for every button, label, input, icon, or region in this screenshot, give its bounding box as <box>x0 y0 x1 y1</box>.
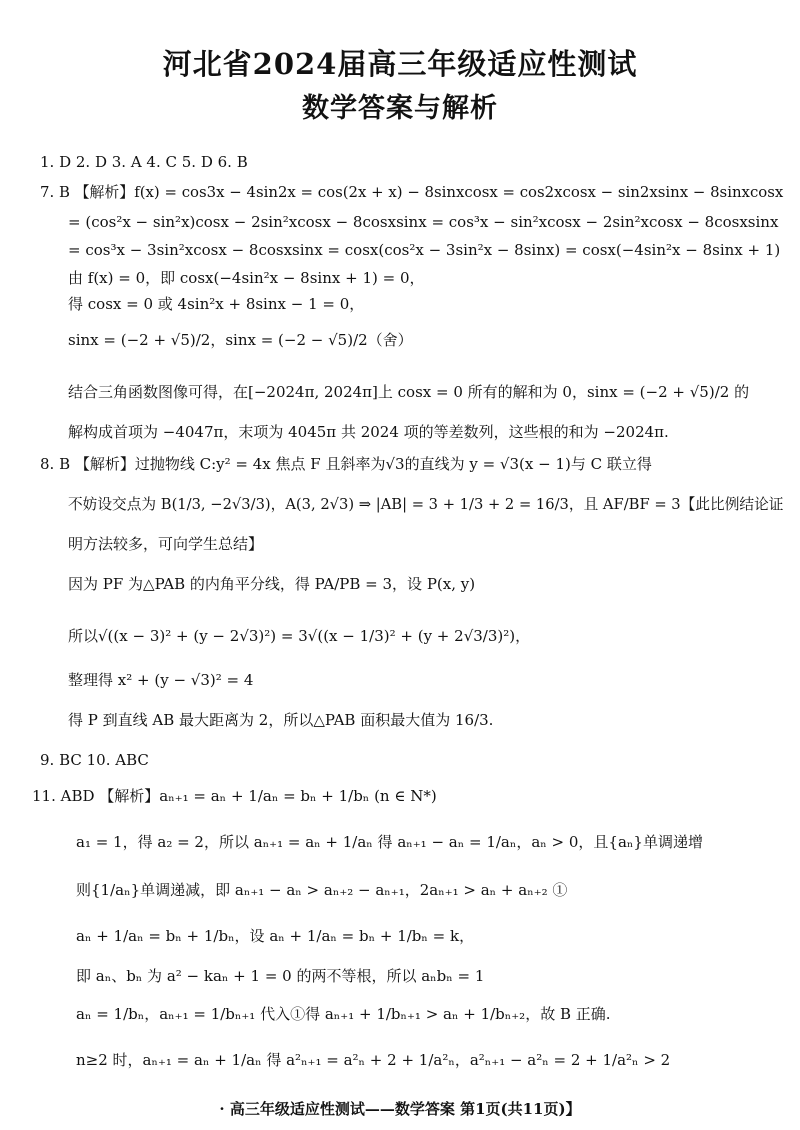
solution-line: aₙ = 1/bₙ，aₙ₊₁ = 1/bₙ₊₁ 代入①得 aₙ₊₁ + 1/bₙ₊₁ > aₙ + 1/bₙ₊₂，故 B 正确. <box>76 1005 611 1023</box>
solution-line: 不妨设交点为 B(1/3, −2√3/3)，A(3, 2√3) ⇒ |AB| = 3 + 1/3 + 2 = 16/3，且 AF/BF = 3【此比例结论证 <box>68 495 784 513</box>
solution-line: 9. BC 10. ABC <box>40 751 149 769</box>
solution-line: sinx = (−2 + √5)/2，sinx = (−2 − √5)/2（舍） <box>68 331 413 349</box>
solution-line: 1. D 2. D 3. A 4. C 5. D 6. B <box>40 153 248 171</box>
solution-line: a₁ = 1，得 a₂ = 2，所以 aₙ₊₁ = aₙ + 1/aₙ 得 aₙ₊₁ − aₙ = 1/aₙ，aₙ > 0，且{aₙ}单调递增 <box>76 833 703 851</box>
solution-line: 则{1/aₙ}单调递减，即 aₙ₊₁ − aₙ > aₙ₊₂ − aₙ₊₁，2aₙ₊₁ > aₙ + aₙ₊₂ ① <box>76 881 568 899</box>
document-subtitle: 数学答案与解析 <box>302 93 498 124</box>
solution-line: = cos³x − 3sin²xcosx − 8cosxsinx = cosx(cos²x − 3sin²x − 8sinx) = cosx(−4sin²x − 8sinx + 1) <box>68 241 781 259</box>
solution-line: 结合三角函数图像可得，在[−2024π, 2024π]上 cosx = 0 所有的解和为 0，sinx = (−2 + √5)/2 的 <box>68 383 750 401</box>
solution-line: 11. ABD 【解析】aₙ₊₁ = aₙ + 1/aₙ = bₙ + 1/bₙ (n ∈ N*) <box>32 787 437 805</box>
solution-line: 因为 PF 为△PAB 的内角平分线，得 PA/PB = 3，设 P(x, y) <box>68 575 476 593</box>
solution-line: 明方法较多，可向学生总结】 <box>68 535 264 553</box>
solution-line: 所以√((x − 3)² + (y − 2√3)²) = 3√((x − 1/3)² + (y + 2√3/3)²)， <box>68 627 531 645</box>
solution-line: 8. B 【解析】过抛物线 C:y² = 4x 焦点 F 且斜率为√3的直线为 y = √3(x − 1)与 C 联立得 <box>40 455 652 473</box>
solution-line: 得 cosx = 0 或 4sin²x + 8sinx − 1 = 0， <box>68 295 365 313</box>
solution-line: 即 aₙ、bₙ 为 a² − kaₙ + 1 = 0 的两不等根，所以 aₙbₙ = 1 <box>76 967 485 985</box>
document-title: 河北省2024届高三年级适应性测试 <box>162 47 638 81</box>
solution-line: 7. B 【解析】f(x) = cos3x − 4sin2x = cos(2x + x) − 8sinxcosx = cos2xcosx − sin2xsinx − 8sinxcosx <box>40 183 784 201</box>
solution-line: 由 f(x) = 0，即 cosx(−4sin²x − 8sinx + 1) = 0， <box>68 269 425 287</box>
solution-line: 解构成首项为 −4047π，末项为 4045π 共 2024 项的等差数列，这些根的和为 −2024π. <box>68 423 669 441</box>
solution-line: 整理得 x² + (y − √3)² = 4 <box>68 671 254 689</box>
page-footer: · 高三年级适应性测试——数学答案 第1页(共11页)】 <box>219 1100 581 1118</box>
solution-line: = (cos²x − sin²x)cosx − 2sin²xcosx − 8cosxsinx = cos³x − sin²xcosx − 2sin²xcosx − 8cosxsinx <box>68 213 779 231</box>
solution-line: 得 P 到直线 AB 最大距离为 2，所以△PAB 面积最大值为 16/3. <box>68 711 494 729</box>
solution-line: n≥2 时，aₙ₊₁ = aₙ + 1/aₙ 得 a²ₙ₊₁ = a²ₙ + 2 + 1/a²ₙ，a²ₙ₊₁ − a²ₙ = 2 + 1/a²ₙ > 2 <box>76 1051 671 1069</box>
solution-line: aₙ + 1/aₙ = bₙ + 1/bₙ，设 aₙ + 1/aₙ = bₙ + 1/bₙ = k， <box>76 927 475 945</box>
